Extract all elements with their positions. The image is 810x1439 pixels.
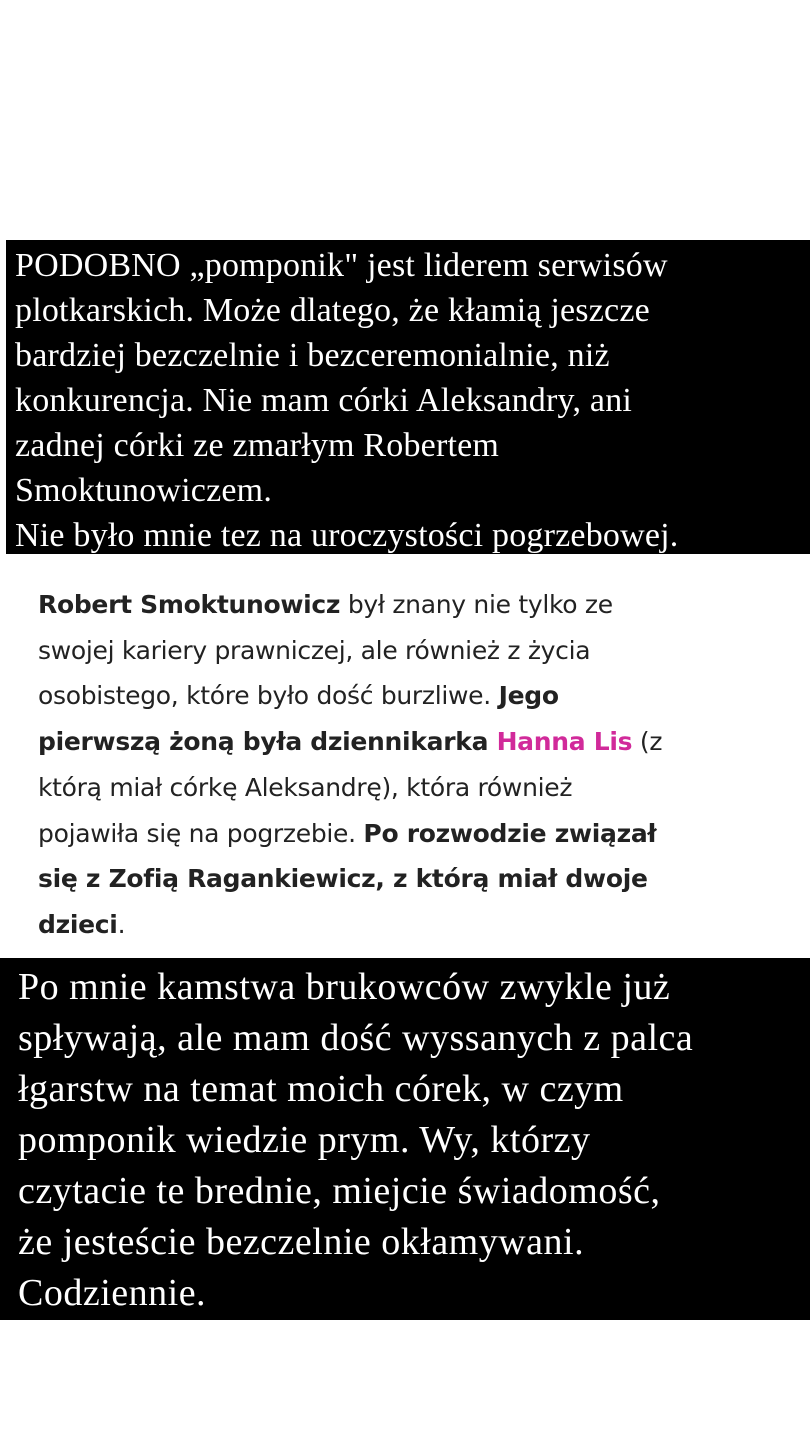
top-text-line: zadnej córki ze zmarłym Robertem <box>15 427 500 464</box>
top-text-line: konkurencja. Nie mam córki Aleksandry, ani <box>15 382 633 419</box>
article-line: swojej kariery prawniczej, ale również z życia <box>38 635 591 665</box>
article-bold-text: pierwszą żoną była dziennikarka <box>38 727 497 757</box>
article-bold-text: Jego <box>498 681 559 711</box>
top-text-line: Smoktunowiczem. <box>15 472 273 509</box>
article-line <box>38 719 798 765</box>
bottom-text-line: że jesteście bezczelnie okłamywani. <box>18 1221 585 1263</box>
bottom-text-line: spływają, ale mam dość wyssanych z palca <box>18 1017 694 1059</box>
top-text-line: PODOBNO „pomponik" jest liderem serwisów <box>15 247 668 284</box>
article-text: . <box>117 909 126 939</box>
article-bold-text: dzieci <box>38 909 118 939</box>
article-text: był znany nie tylko ze <box>340 590 613 619</box>
article-line <box>38 902 798 948</box>
top-text-block <box>6 240 810 554</box>
article-text: (z <box>632 727 663 757</box>
article-line <box>38 811 798 857</box>
bottom-text-line: pomponik wiedzie prym. Wy, którzy <box>18 1119 591 1161</box>
article-line: którą miał córkę Aleksandrę), która również <box>38 772 573 802</box>
article-line <box>38 673 798 719</box>
article-text: osobistego, które było dość burzliwe. <box>38 681 499 711</box>
top-text-line: bardziej bezczelnie i bezceremonialnie, niż <box>15 337 610 374</box>
article-line: się z Zofią Ragankiewicz, z którą miał dwoje <box>38 864 648 894</box>
bottom-text-line: łgarstw na temat moich córek, w czym <box>18 1068 624 1110</box>
top-text-line: plotkarskich. Może dlatego, że kłamią jeszcze <box>15 292 650 329</box>
article-line <box>38 582 798 628</box>
article-screenshot <box>38 582 798 948</box>
person-link[interactable]: Hanna Lis <box>496 727 633 757</box>
article-text: pojawiła się na pogrzebie. <box>38 818 364 848</box>
person-name: Robert Smoktunowicz <box>38 590 341 619</box>
article-bold-text: Po rozwodzie związał <box>363 818 657 848</box>
bottom-text-block <box>0 958 810 1320</box>
top-text-line: Nie było mnie tez na uroczystości pogrzebowej. <box>15 517 679 554</box>
bottom-text-line: czytacie te brednie, miejcie świadomość, <box>18 1170 661 1212</box>
bottom-text-line: Codziennie. <box>18 1272 207 1314</box>
bottom-text-line: Po mnie kamstwa brukowców zwykle już <box>18 966 671 1008</box>
